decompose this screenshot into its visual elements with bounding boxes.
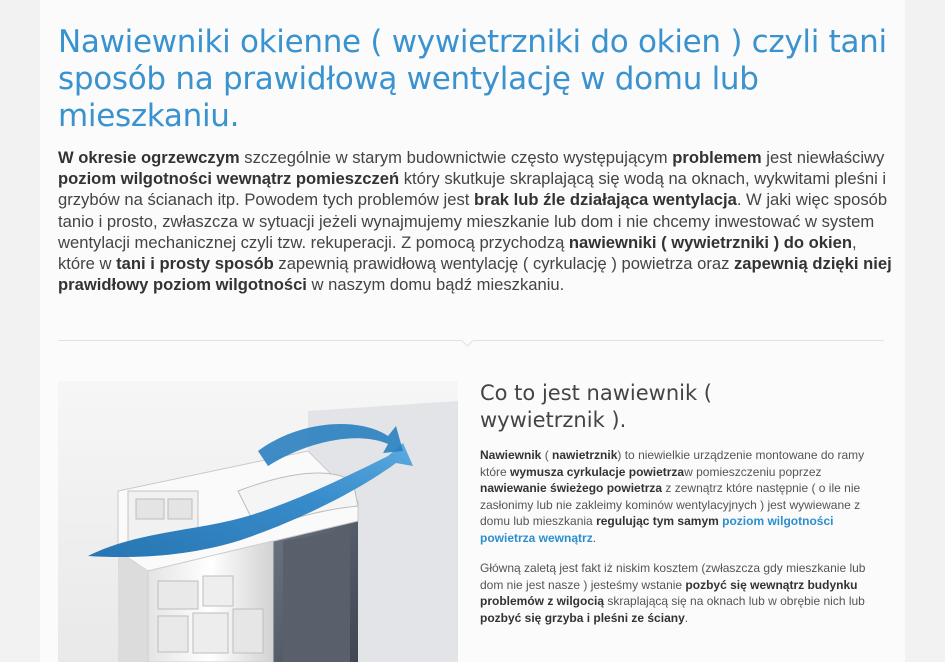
section-heading: Co to jest nawiewnik ( wywietrznik ). <box>480 381 713 432</box>
left-gutter <box>0 0 40 662</box>
intro-paragraph: W okresie ogrzewczym szczególnie w starym budownictwie często występującym problemem jest niewłaściwy poziom wilgotności wewnątrz pomieszczeń który skutkuje skraplającą się wodą na oknach, wykwitami pleśni i grzybów na ścianach itp. Powodem tych problemów jest brak lub źle działająca wentylacja. W jaki więc sposób tanio i prosto, zwłaszcza w sytuacji jeżeli wynajmujemy mieszkanie lub dom i nie chcemy inwestować w system wentylacji mechanicznej czyli tzw. rekuperacji. Z pomocą przychodzą nawiewniki ( wywietrzniki ) do okien, które w tani i prosty sposób zapewnią prawidłową wentylację ( cyrkulację ) powietrza oraz zapewnią dzięki niej prawidłowy poziom wilgotności w naszym domu bądź mieszkaniu. <box>58 148 892 295</box>
page-title: Nawiewniki okienne ( wywietrzniki do okien ) czyli tani sposób na prawidłową wentylację w domu lub mieszkaniu. <box>58 24 887 134</box>
humidity-link[interactable]: poziom wilgotności powietrza wewnątrz <box>480 514 834 545</box>
advantage-paragraph: Główną zaletą jest fakt iż niskim kosztem (zwłaszcza gdy mieszkanie lub dom nie jest nasze ) jesteśmy wstanie pozbyć się wewnątrz budynku problemów z wilgocią skraplającą się na oknach lub w obrębie nich lub pozbyć się grzyba i pleśni ze ściany. <box>480 561 866 625</box>
divider-notch <box>461 334 474 347</box>
definition-paragraph: Nawiewnik ( nawietrznik) to niewielkie urządzenie montowane do ramy które wymusza cyrkulacje powietrzaw pomieszczeniu poprzez nawiewanie świeżego powietrza z zewnątrz które następnie ( o ile nie zasłonimy lub nie zakleimy kominów wentylacyjnych ) jest wywiewane z domu lub mieszkania regulując tym samym poziom wilgotności powietrza wewnątrz. <box>480 448 865 545</box>
right-gutter <box>905 0 945 662</box>
window-vent-illustration <box>58 381 458 662</box>
